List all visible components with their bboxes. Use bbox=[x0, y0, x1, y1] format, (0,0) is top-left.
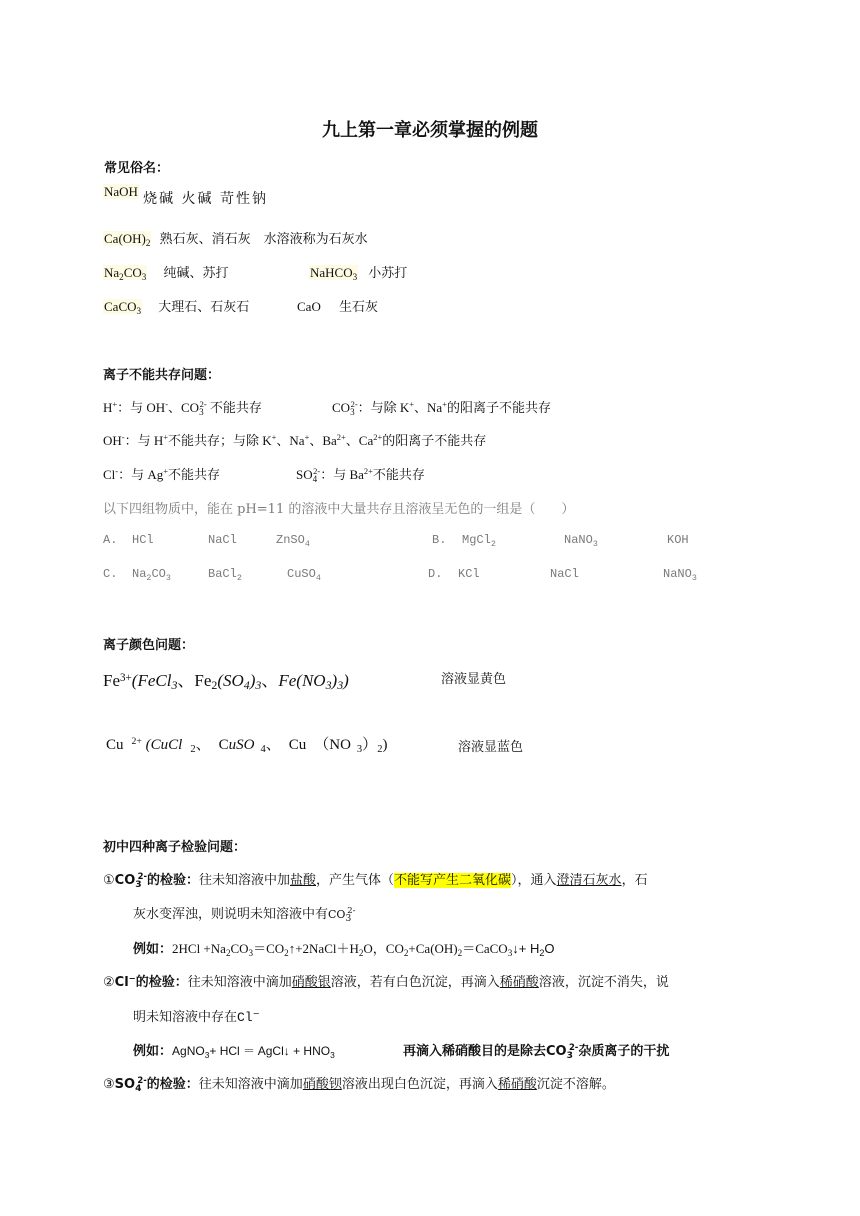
option-d-1: KCl bbox=[458, 567, 480, 581]
na2co3-desc: 纯碱、苏打 bbox=[163, 266, 229, 281]
ions-heading: 离子不能共存问题： bbox=[103, 368, 221, 383]
ion-cl-row: Cl-：与 Ag+不能共存 bbox=[103, 466, 221, 482]
fe-color-desc: 溶液显黄色 bbox=[441, 672, 507, 687]
caoh2-desc: 熟石灰、消石灰 水溶液称为石灰水 bbox=[159, 232, 368, 247]
cao-row bbox=[297, 296, 378, 315]
so4-test-line: $③SO_4^{2-}$的检验：往未知溶液中滴加硝酸钡溶液出现白色沉淀，再滴入稀硝酸沉淀不溶解。 bbox=[103, 1075, 615, 1094]
option-c-2: BaCl$_2$ bbox=[208, 567, 242, 583]
page-title: 九上第一章必须掌握的例题 bbox=[322, 120, 538, 141]
option-b-2: NaNO$_3$ bbox=[564, 533, 598, 549]
caco3-row bbox=[103, 296, 249, 316]
na2co3-row bbox=[103, 262, 228, 282]
common-names-heading: 常见俗名： bbox=[104, 161, 170, 176]
cu-color-desc: 溶液显蓝色 bbox=[458, 740, 524, 755]
naoh-desc: 烧碱 火碱 苛性钠 bbox=[143, 191, 268, 207]
cl-example-note: 再滴入稀硝酸目的是除去$CO_3^{2-}$杂质离子的干扰 bbox=[403, 1042, 670, 1061]
fe-formula: $Fe^{3+}(FeCl_3$、$Fe_2(SO_4)_3$、$Fe(NO_3)_3$) bbox=[103, 671, 349, 692]
option-a-2: NaCl bbox=[208, 533, 237, 547]
nahco3-formula: NaHCO$_3$ bbox=[310, 265, 358, 282]
naoh-row bbox=[103, 181, 268, 207]
co3-example: 例如：$2HCl +Na_2CO_3=CO_2↑+2NaCl+H_2O$，$CO_2+Ca(OH)_2=CaCO_3↓+ H_2O$ bbox=[133, 941, 555, 958]
co3-test-line2: 灰水变浑浊，则说明未知溶液中有$CO_3^{2-}$ bbox=[133, 905, 356, 924]
option-b-3: KOH bbox=[667, 533, 689, 547]
co3-test-line1: $①CO_3^{2-}$的检验：往未知溶液中加盐酸，产生气体（不能写产生二氧化碳），通入澄清石灰水，石 bbox=[103, 871, 648, 890]
ion-h-row: H+：与 OH-、$CO_3^{2-}$ 不能共存 bbox=[103, 399, 262, 417]
caco3-desc: 大理石、石灰石 bbox=[158, 300, 250, 315]
option-c-1: $Na_2CO_3$ bbox=[132, 567, 171, 583]
option-c-label: C. bbox=[103, 567, 118, 581]
tests-heading: 初中四种离子检验问题： bbox=[103, 840, 247, 855]
caco3-formula: CaCO$_3$ bbox=[104, 299, 142, 316]
option-d-2: NaCl bbox=[550, 567, 579, 581]
caoh2-row bbox=[103, 228, 368, 248]
cl-test-line1: ②Cl−的检验：往未知溶液中滴加硝酸银溶液，若有白色沉淀，再滴入稀硝酸溶液，沉淀不消失，说 bbox=[103, 973, 669, 990]
highlight-note: 不能写产生二氧化碳 bbox=[394, 873, 512, 888]
ion-co3-row: $CO_3^{2-}$：与除 K+、Na+的阳离子不能共存 bbox=[332, 399, 551, 417]
cl-example: 例如：AgNO$_3$+ HCl ＝ AgCl↓ + $HNO_3$ bbox=[133, 1044, 335, 1060]
naoh-formula: NaOH bbox=[104, 184, 138, 199]
option-b-1: MgCl$_2$ bbox=[462, 533, 496, 549]
cl-test-line2: 明未知溶液中存在Cl− bbox=[133, 1008, 260, 1025]
nahco3-row bbox=[309, 262, 407, 282]
coexist-question: 以下四组物质中，能在 pH=11 的溶液中大量共存且溶液呈无色的一组是（ ） bbox=[103, 502, 575, 517]
cao-formula: CaO bbox=[297, 299, 321, 314]
ion-so4-row: $SO_4^{2-}$：与 $Ba^{2+}$不能共存 bbox=[296, 466, 425, 484]
option-d-3: NaNO$_3$ bbox=[663, 567, 697, 583]
option-a-1: HCl bbox=[132, 533, 154, 547]
ion-oh-row: OH-：与 H+不能共存；与除 K+、Na+、$Ba^{2+}$、$Ca^{2+}$的阳离子不能共存 bbox=[103, 432, 487, 448]
caoh2-formula: $Ca(OH)_2$ bbox=[104, 231, 151, 248]
cu-formula: Cu $^{2+}$ (CuCl $_2$、 CuSO $_4$、 Cu （NO $_3)_2$) bbox=[106, 736, 388, 755]
option-a-3: ZnSO$_4$ bbox=[276, 533, 310, 549]
cao-desc: 生石灰 bbox=[338, 300, 378, 315]
na2co3-formula: $Na_2CO_3$ bbox=[104, 265, 147, 282]
option-b-label: B. bbox=[432, 533, 447, 547]
option-a-label: A. bbox=[103, 533, 118, 547]
option-d-label: D. bbox=[428, 567, 443, 581]
colors-heading: 离子颜色问题： bbox=[103, 638, 195, 653]
nahco3-desc: 小苏打 bbox=[368, 266, 408, 281]
option-c-3: CuSO$_4$ bbox=[287, 567, 321, 583]
